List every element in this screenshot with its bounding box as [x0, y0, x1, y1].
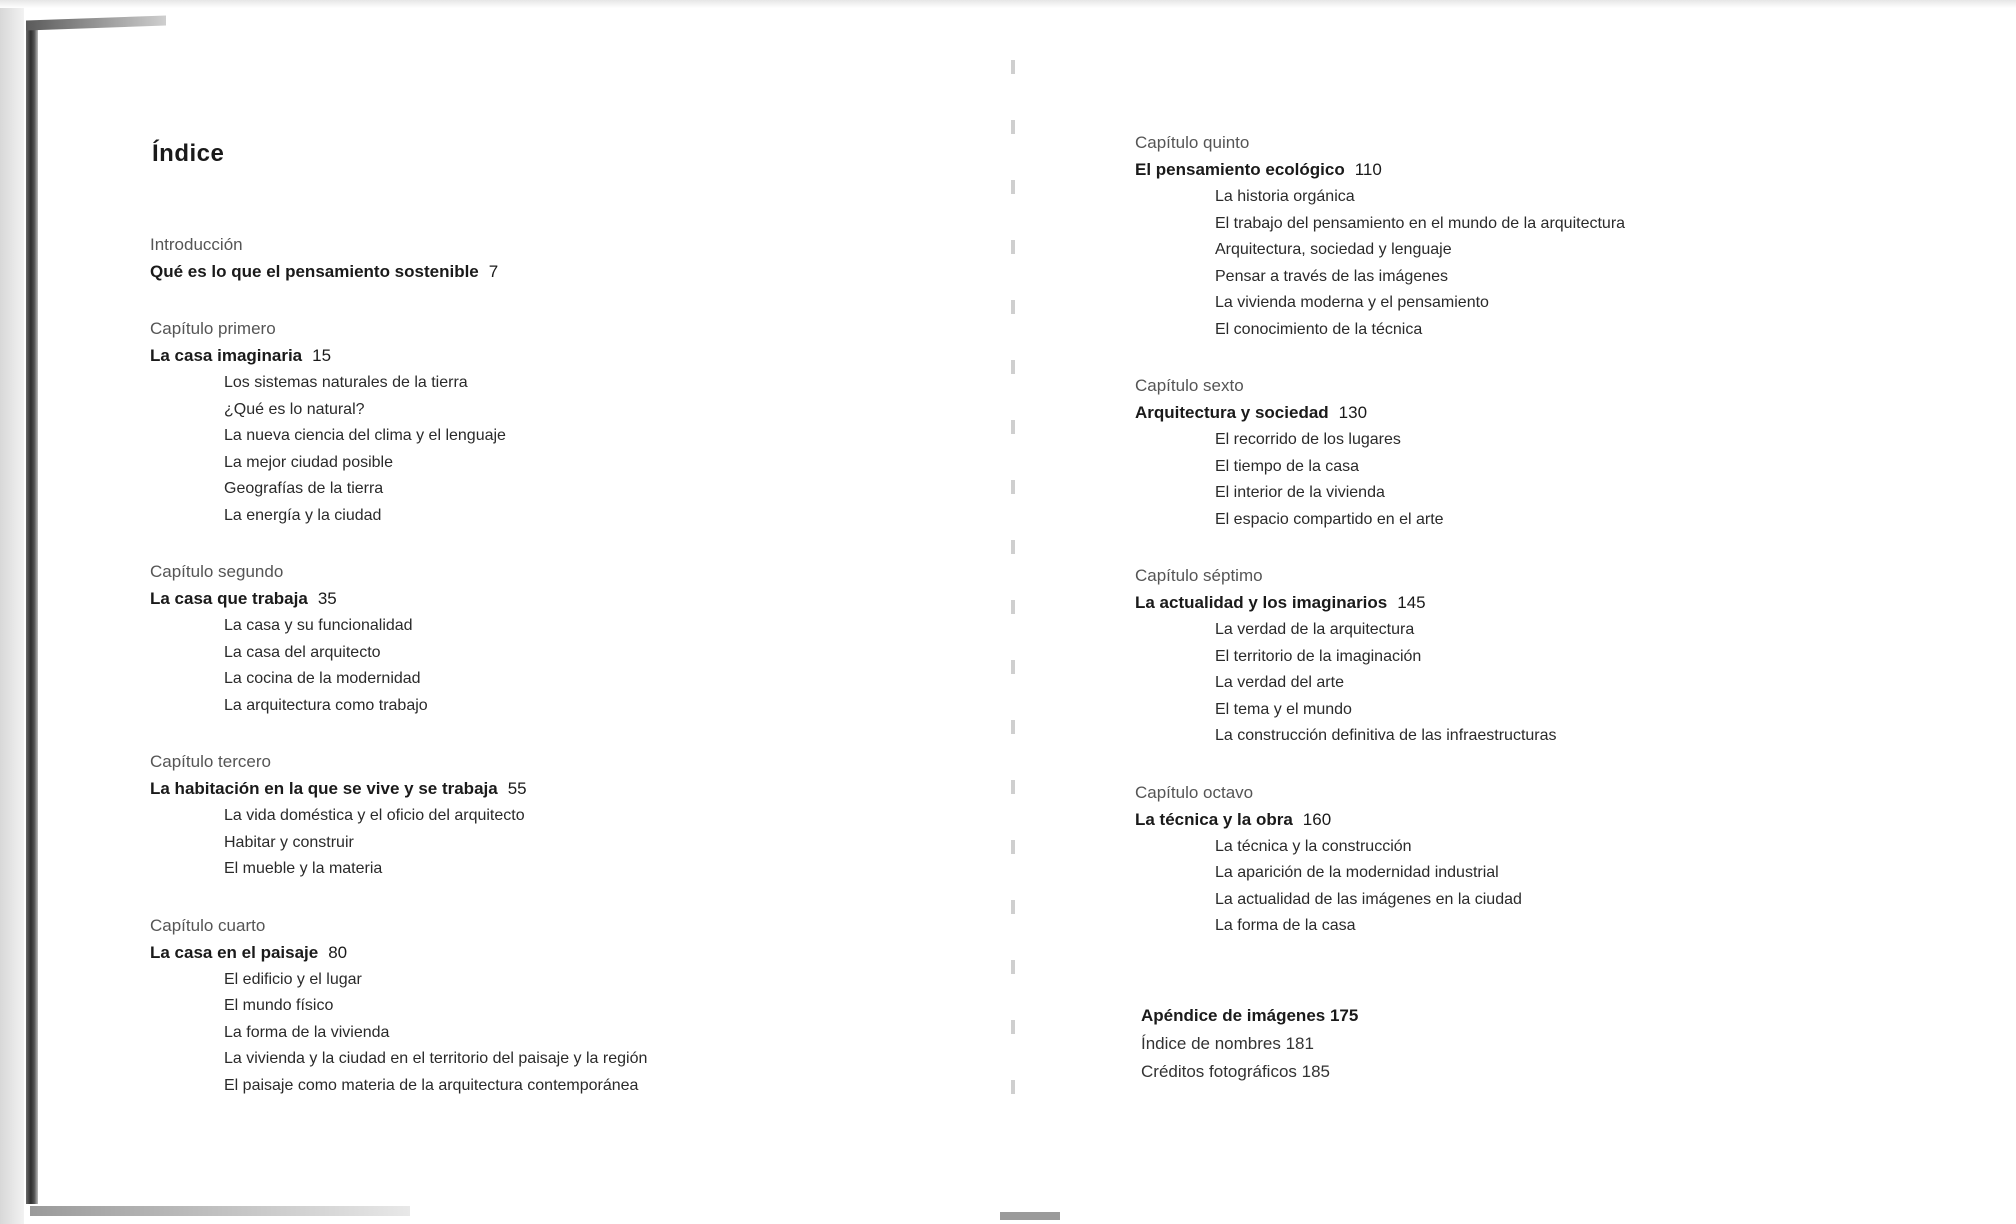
chapter-title-text: La técnica y la obra [1135, 809, 1293, 829]
chapter-entry [1135, 373, 1955, 533]
section-entry: La vivienda y la ciudad en el territorio del paisaje y la región [224, 1050, 648, 1067]
chapter-title-text: La casa que trabaja [150, 589, 308, 608]
section-entry: La actualidad de las imágenes en la ciudad [1215, 890, 1522, 908]
chapter-entry [150, 232, 950, 286]
section-entry: El recorrido de los lugares [1215, 431, 1401, 448]
chapter-label: Capítulo cuarto [150, 915, 266, 935]
chapter-label: Capítulo séptimo [1135, 566, 1263, 585]
right-chapter-list [1135, 130, 1955, 940]
section-entry: La mejor ciudad posible [224, 453, 393, 471]
section-entry: La aparición de la modernidad industrial [1215, 864, 1499, 881]
section-entry: La forma de la vivienda [224, 1023, 390, 1041]
page-corner [26, 16, 166, 31]
section-entry: Habitar y construir [224, 833, 354, 851]
appendix-list [1135, 1002, 1955, 1086]
section-entry: La energía y la ciudad [224, 506, 382, 524]
section-entry: El mundo físico [224, 997, 334, 1014]
appendix-entry: Créditos fotográficos 185 [1141, 1061, 1330, 1081]
chapter-entry [1135, 130, 1955, 343]
section-entry: El paisaje como materia de la arquitectura contemporánea [224, 1076, 639, 1094]
chapter-title-text: Qué es lo que el pensamiento sostenible [150, 262, 479, 281]
section-entry: La verdad de la arquitectura [1215, 621, 1415, 638]
left-chapter-list [150, 232, 950, 1099]
chapter-entry [150, 316, 950, 529]
section-entry: El edificio y el lugar [224, 970, 362, 988]
section-entry: La casa y su funcionalidad [224, 617, 413, 634]
section-entry: La vida doméstica y el oficio del arquitecto [224, 807, 525, 824]
chapter-title-text: Arquitectura y sociedad [1135, 403, 1329, 422]
chapter-title [150, 775, 950, 803]
chapter-page-number: 160 [1302, 809, 1332, 829]
chapter-title-text: La casa imaginaria [150, 346, 303, 365]
chapter-label: Capítulo segundo [150, 562, 284, 581]
left-page [150, 140, 950, 1129]
chapter-page-number: 7 [488, 262, 499, 281]
chapter-title [1135, 156, 1955, 184]
section-entry: Pensar a través de las imágenes [1215, 267, 1449, 285]
chapter-page-number: 110 [1354, 160, 1382, 179]
chapter-page-number: 80 [328, 942, 348, 962]
section-entry: La técnica y la construcción [1215, 837, 1412, 855]
right-page [1135, 130, 1955, 1086]
chapter-title-text: La habitación en la que se vive y se trabaja [150, 779, 498, 798]
chapter-entry [150, 559, 950, 719]
section-entry: El tema y el mundo [1215, 700, 1352, 718]
section-entry: La cocina de la modernidad [224, 670, 421, 687]
chapter-page-number: 35 [317, 589, 337, 608]
section-entry: La historia orgánica [1215, 188, 1355, 205]
chapter-title [1135, 399, 1955, 427]
appendix-entry: Apéndice de imágenes 175 [1141, 1005, 1359, 1025]
section-entry: La nueva ciencia del clima y el lenguaje [224, 427, 506, 444]
section-entry: Arquitectura, sociedad y lenguaje [1215, 241, 1452, 258]
chapter-title-text: La casa en el paisaje [150, 942, 319, 962]
chapter-page-number: 145 [1397, 593, 1426, 612]
chapter-page-number: 55 [507, 779, 527, 798]
chapter-title [150, 939, 950, 967]
chapter-label: Capítulo sexto [1135, 376, 1244, 395]
chapter-title [1135, 806, 1955, 834]
section-entry: El espacio compartido en el arte [1215, 510, 1444, 528]
section-entry: El trabajo del pensamiento en el mundo de la arquitectura [1215, 214, 1626, 232]
section-entry: La casa del arquitecto [224, 643, 381, 661]
section-entry: El conocimiento de la técnica [1215, 320, 1423, 338]
section-entry: La forma de la casa [1215, 917, 1356, 934]
section-entry: El tiempo de la casa [1215, 457, 1360, 475]
chapter-label: Introducción [150, 235, 243, 254]
chapter-label: Capítulo primero [150, 319, 276, 338]
chapter-title [150, 342, 950, 370]
chapter-entry [1135, 563, 1955, 750]
book-spine-shadow [26, 24, 38, 1204]
section-entry: Los sistemas naturales de la tierra [224, 374, 468, 391]
appendix-entry: Índice de nombres 181 [1141, 1033, 1314, 1053]
section-entry: El territorio de la imaginación [1215, 647, 1422, 665]
chapter-entry [150, 913, 950, 1100]
section-entry: ¿Qué es lo natural? [224, 400, 365, 418]
chapter-title-text: El pensamiento ecológico [1135, 160, 1345, 179]
section-entry: El interior de la vivienda [1215, 484, 1385, 501]
scan-left-edge [0, 0, 24, 1224]
bottom-page-edge-right [1000, 1212, 1060, 1220]
chapter-title-text: La actualidad y los imaginarios [1135, 593, 1388, 612]
chapter-entry [150, 749, 950, 883]
scan-top-edge [0, 0, 2016, 8]
section-entry: La construcción definitiva de las infraestructuras [1215, 727, 1557, 744]
section-entry: El mueble y la materia [224, 860, 383, 877]
section-entry: La arquitectura como trabajo [224, 696, 428, 714]
chapter-label: Capítulo quinto [1135, 133, 1250, 152]
page-gutter [1011, 60, 1015, 1110]
index-title: Índice [152, 140, 225, 167]
chapter-title [150, 258, 950, 286]
section-entry: La verdad del arte [1215, 674, 1344, 691]
section-entry: La vivienda moderna y el pensamiento [1215, 294, 1489, 311]
chapter-label: Capítulo octavo [1135, 782, 1254, 802]
chapter-entry [1135, 780, 1955, 940]
chapter-page-number: 15 [312, 346, 332, 365]
chapter-title [150, 585, 950, 613]
section-entry: Geografías de la tierra [224, 480, 384, 497]
chapter-title [1135, 589, 1955, 617]
chapter-label: Capítulo tercero [150, 752, 271, 771]
chapter-page-number: 130 [1338, 403, 1368, 422]
bottom-page-edge [30, 1206, 410, 1216]
